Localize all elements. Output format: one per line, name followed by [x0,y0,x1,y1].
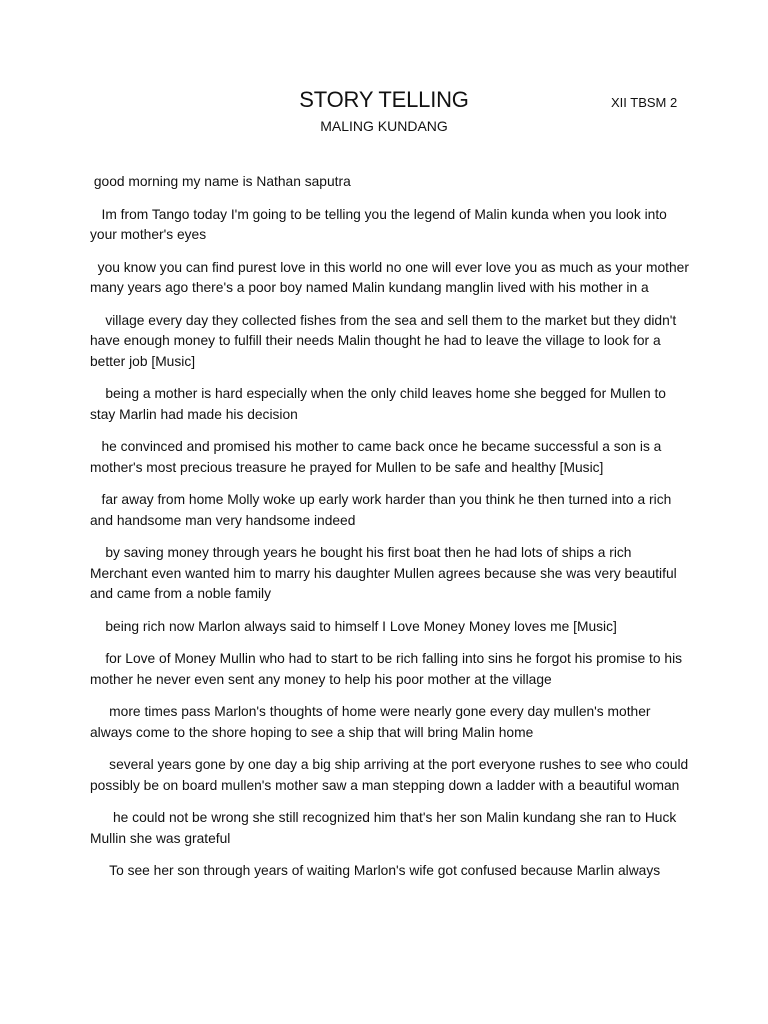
paragraph: more times pass Marlon's thoughts of home were nearly gone every day mullen's mother always come to the shore hoping to see a ship that will bring Malin home [90,704,655,740]
document-body [90,172,693,894]
paragraph: To see her son through years of waiting Marlon's wife got confused because Marlin always [90,863,661,878]
document-title: STORY TELLING [299,87,469,112]
paragraph: for Love of Money Mullin who had to start to be rich falling into sins he forgot his promise to his mother he never even sent any money to help his poor mother at the village [90,651,686,687]
paragraph: Im from Tango today I'm going to be telling you the legend of Malin kunda when you look into your mother's eyes [90,206,671,242]
paragraph: good morning my name is Nathan saputra [90,174,351,189]
paragraph: being a mother is hard especially when the only child leaves home she begged for Mullen to stay Marlin had made his decision [90,386,670,422]
paragraph: he convinced and promised his mother to came back once he became successful a son is a mother's most precious treasure he prayed for Mullen to be safe and healthy [Music] [90,439,666,475]
paragraph: village every day they collected fishes from the sea and sell them to the market but they didn't have enough money to fulfill their needs Malin thought he had to leave the village to look for a better job [Music] [90,312,681,369]
paragraph: far away from home Molly woke up early work harder than you think he then turned into a rich and handsome man very handsome indeed [90,492,676,528]
paragraph: several years gone by one day a big ship arriving at the port everyone rushes to see who could possibly be on board mullen's mother saw a man stepping down a ladder with a beautiful woman [90,757,693,793]
paragraph: by saving money through years he bought his first boat then he had lots of ships a rich Merchant even wanted him to marry his daughter Mullen agrees because she was very beautiful and came from a noble family [90,545,681,601]
paragraph: he could not be wrong she still recognized him that's her son Malin kundang she ran to Huck Mullin she was grateful [90,810,681,846]
class-label: XII TBSM 2 [611,95,678,110]
paragraph: being rich now Marlon always said to himself I Love Money Money loves me [Music] [90,618,617,634]
document-subtitle: MALING KUNDANG [320,118,448,134]
paragraph: you know you can find purest love in this world no one will ever love you as much as your mother many years ago there's a poor boy named Malin kundang manglin lived with his mother in a [90,259,693,295]
